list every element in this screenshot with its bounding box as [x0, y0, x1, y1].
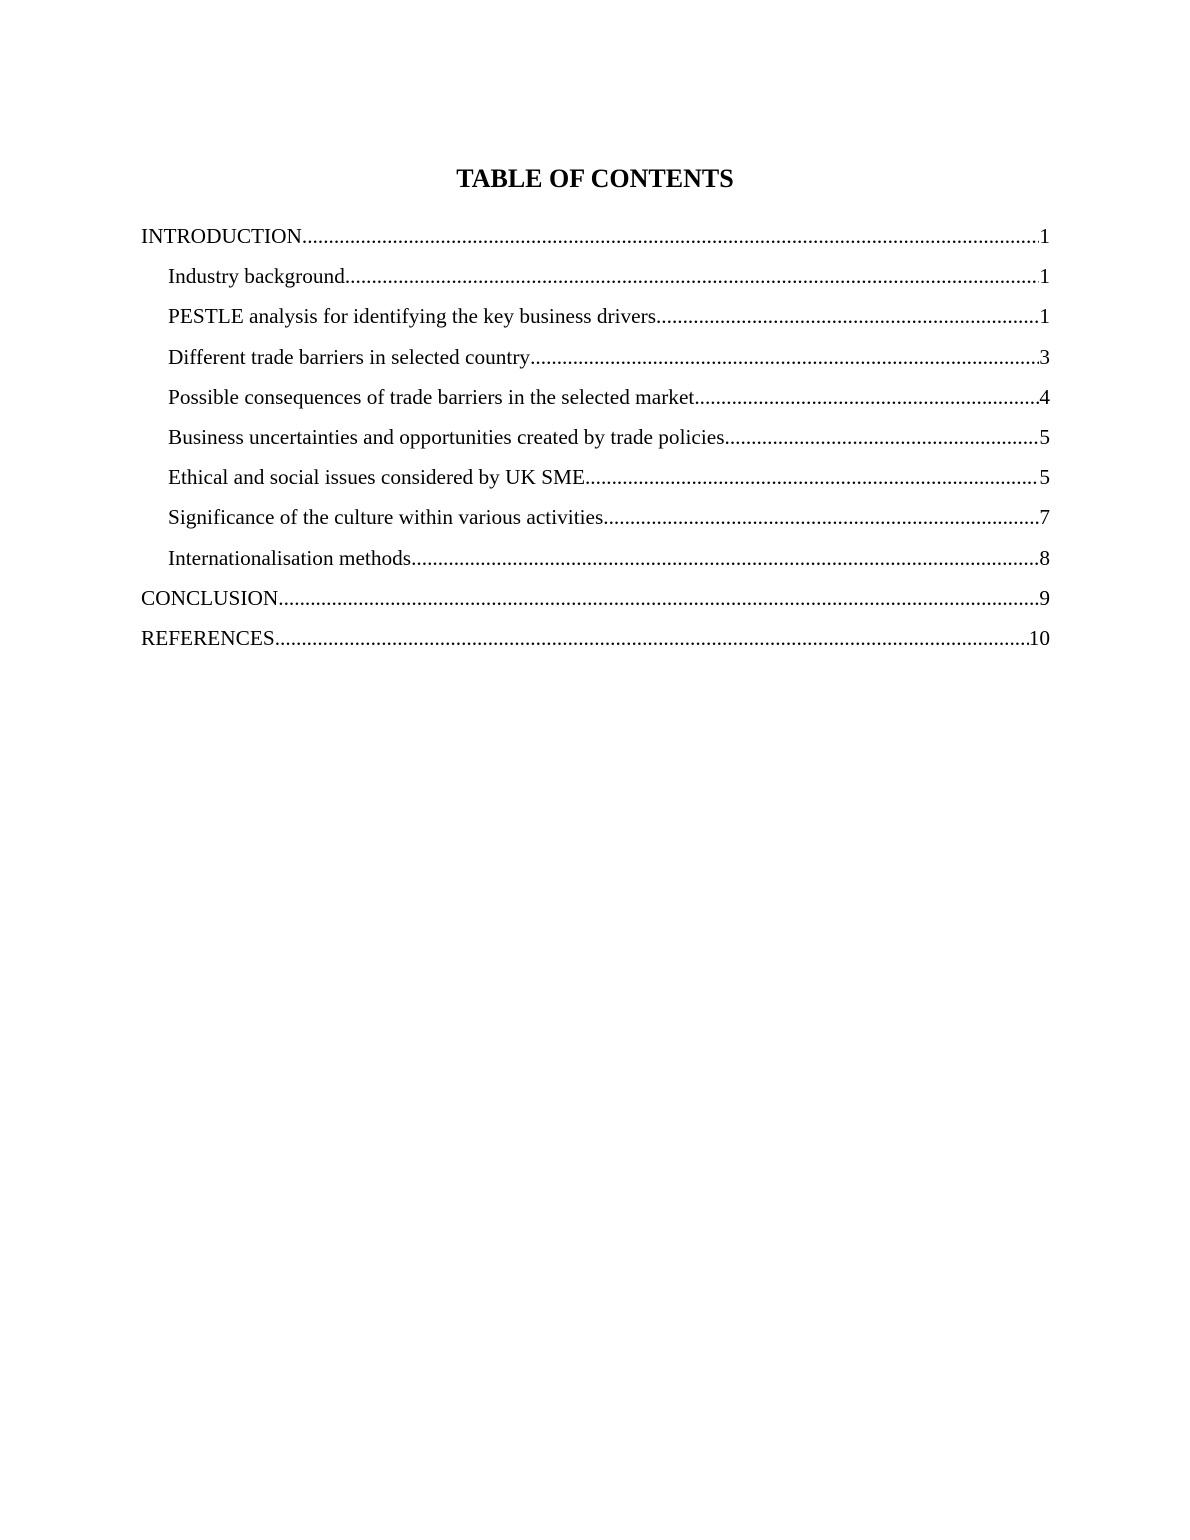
- toc-entry-page-number: 4: [1039, 384, 1050, 409]
- toc-entry-label: PESTLE analysis for identifying the key business drivers: [168, 304, 656, 329]
- toc-dot-leader: [411, 542, 1039, 574]
- toc-list: [141, 220, 1050, 662]
- toc-entry-label: Industry background: [168, 264, 345, 289]
- toc-entry-page-number: 5: [1039, 424, 1050, 449]
- toc-entry[interactable]: [141, 582, 1050, 622]
- toc-entry-page-number: 8: [1039, 545, 1050, 570]
- toc-entry-page-number: 9: [1039, 585, 1050, 610]
- toc-entry-page-number: 3: [1039, 344, 1050, 369]
- toc-entry-page-number: 5: [1039, 465, 1050, 490]
- toc-dot-leader: [278, 582, 1039, 614]
- toc-entry[interactable]: [141, 341, 1050, 381]
- toc-entry-label: Business uncertainties and opportunities created by trade policies: [168, 424, 725, 449]
- toc-entry-label: CONCLUSION: [141, 585, 279, 610]
- toc-entry[interactable]: [141, 622, 1050, 662]
- toc-entry-label: Internationalisation methods: [168, 545, 412, 570]
- toc-entry-label: Different trade barriers in selected country: [168, 344, 531, 369]
- toc-entry-page-number: 1: [1039, 224, 1050, 248]
- toc-dot-leader: [302, 220, 1039, 252]
- toc-title: TABLE OF CONTENTS: [456, 164, 734, 193]
- toc-dot-leader: [585, 461, 1039, 493]
- toc-entry-label: Ethical and social issues considered by UK SME: [168, 465, 585, 490]
- toc-entry-label: REFERENCES: [141, 625, 275, 650]
- toc-dot-leader: [603, 501, 1039, 533]
- toc-entry-page-number: 1: [1039, 264, 1050, 289]
- toc-dot-leader: [530, 341, 1039, 373]
- toc-entry[interactable]: [141, 421, 1050, 461]
- toc-entry-page-number: 7: [1039, 505, 1050, 530]
- toc-entry[interactable]: [141, 300, 1050, 340]
- toc-entry[interactable]: [141, 260, 1050, 300]
- toc-entry-label: Possible consequences of trade barriers in the selected market: [168, 384, 695, 409]
- toc-dot-leader: [656, 300, 1039, 332]
- toc-dot-leader: [275, 622, 1029, 654]
- toc-entry-label: Significance of the culture within various activities: [168, 505, 604, 530]
- toc-entry[interactable]: [141, 381, 1050, 421]
- toc-entry-page-number: 1: [1039, 304, 1050, 329]
- toc-entry[interactable]: [141, 542, 1050, 582]
- toc-dot-leader: [694, 381, 1039, 413]
- toc-entry[interactable]: [141, 461, 1050, 501]
- toc-entry[interactable]: [141, 220, 1050, 260]
- toc-entry-label: INTRODUCTION: [141, 224, 302, 248]
- toc-dot-leader: [345, 260, 1040, 292]
- toc-entry[interactable]: [141, 501, 1050, 541]
- toc-dot-leader: [725, 421, 1040, 453]
- toc-entry-page-number: 10: [1028, 625, 1050, 650]
